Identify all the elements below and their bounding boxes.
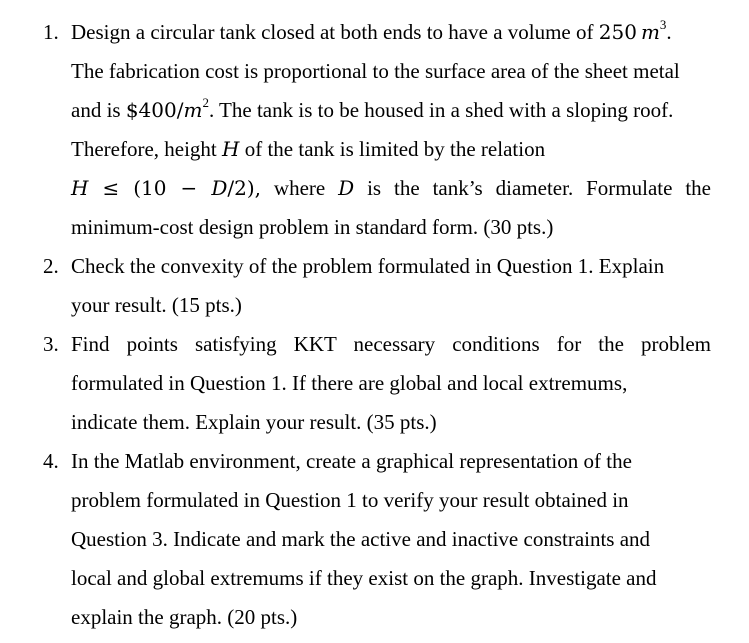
question-number: 3. <box>43 332 59 356</box>
question-text-line: H ≤ (10 − D/2), where D is the tank’s diameter. Formulate the <box>71 176 711 200</box>
relation-diameter: D <box>211 176 228 200</box>
question-text-line: and is $\$400/m^2$. The tank is to be housed in a shed with a sloping roof. <box>71 95 674 122</box>
question-text-line: Check the convexity of the problem formulated in Question 1. Explain <box>71 254 665 278</box>
question-number: 4. <box>43 449 59 473</box>
question-text-line: Design a circular tank closed at both ends to have a volume of 250 $m^3$. <box>71 17 672 44</box>
volume-exponent: 3 <box>659 17 667 32</box>
question-number: 2. <box>43 254 59 278</box>
question-text-line: formulated in Question 1. If there are global and local extremums, <box>71 371 628 395</box>
question-number: 1. <box>43 20 59 44</box>
question-text-line: Find points satisfying KKT necessary conditions for the problem <box>71 332 711 356</box>
question-text-line: indicate them. Explain your result. (35 pts.) <box>71 410 437 434</box>
question-text-line: In the Matlab environment, create a graphical representation of the <box>71 449 632 473</box>
question-text-line: your result. (15 pts.) <box>71 293 242 317</box>
relation-height: H <box>71 176 89 200</box>
cost-unit: m <box>183 98 203 122</box>
question-text-line: Therefore, height H of the tank is limited by the relation <box>71 137 546 161</box>
question-text-line: minimum-cost design problem in standard form. (30 pts.) <box>71 215 554 239</box>
volume-unit: m <box>640 20 660 44</box>
height-variable: H <box>222 137 240 161</box>
relation-operator: ≤ (10 − <box>88 176 212 200</box>
cost-exponent: 2 <box>202 95 209 110</box>
cost-value: $400/ <box>125 98 184 122</box>
question-text-line: The fabrication cost is proportional to the surface area of the sheet metal <box>71 59 680 83</box>
question-text-line: Question 3. Indicate and mark the active and inactive constraints and <box>71 527 651 551</box>
question-text-line: local and global extremums if they exist on the graph. Investigate and <box>71 566 657 590</box>
relation-tail: /2), <box>227 176 261 200</box>
question-text-line: problem formulated in Question 1 to verify your result obtained in <box>71 488 629 512</box>
volume-value: 250 <box>598 20 637 44</box>
question-text-line: explain the graph. (20 pts.) <box>71 605 298 629</box>
diameter-variable: D <box>338 176 355 200</box>
